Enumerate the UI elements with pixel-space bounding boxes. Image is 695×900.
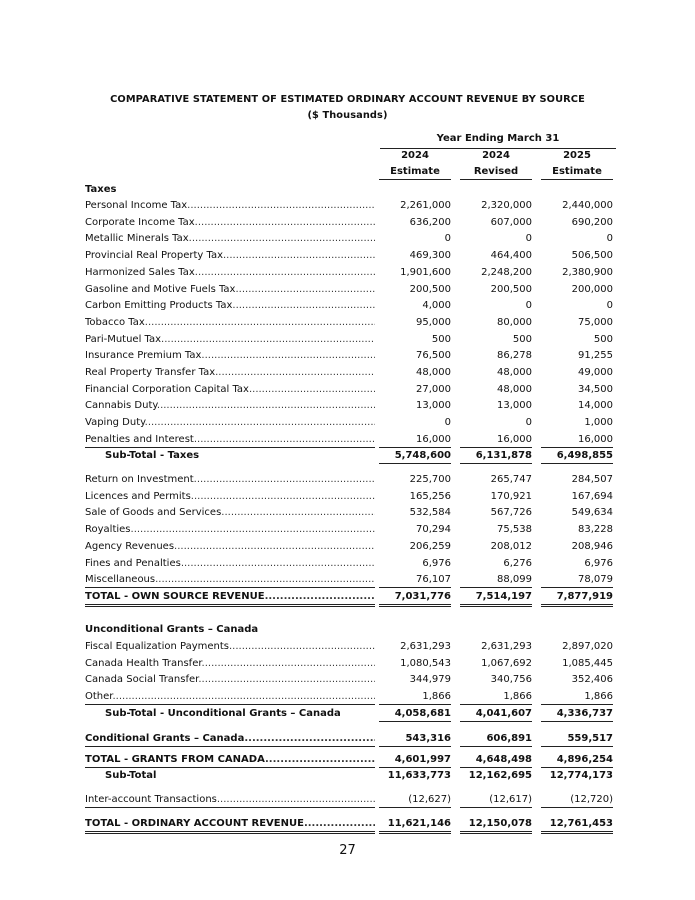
row-label: Metallic Minerals Tax ..... (85, 231, 375, 246)
col2-year: 2024 (482, 150, 510, 161)
cell-col3: 4,336,737 (541, 706, 613, 722)
table-row (85, 282, 616, 297)
cell-col1: 0 (444, 417, 451, 429)
row-label: Sale of Goods and Services ..... (85, 505, 375, 520)
table-row (85, 198, 616, 213)
cell-col1: 4,601,997 (379, 752, 451, 768)
cell-col2: 48,000 (497, 383, 532, 395)
subtotal-row (85, 706, 616, 721)
row-label: Vaping Duty ..... (85, 415, 375, 430)
row-label: Personal Income Tax ..... (85, 198, 375, 213)
cell-col3: 352,406 (571, 674, 613, 686)
cell-col3: 1,085,445 (562, 657, 613, 669)
col3-rule (541, 179, 613, 180)
col1-type: Estimate (390, 166, 440, 177)
cell-col2: 88,099 (460, 572, 532, 588)
cell-col1: 344,979 (409, 674, 451, 686)
cell-col2: 6,276 (503, 557, 532, 569)
row-label: Harmonized Sales Tax ..... (85, 265, 375, 280)
table-row (85, 415, 616, 430)
table-row (85, 248, 616, 263)
table-row (85, 472, 616, 487)
row-label: Financial Corporation Capital Tax ..... (85, 382, 375, 397)
cell-col1: 200,500 (409, 283, 451, 295)
cell-col2: 607,000 (490, 216, 532, 228)
cell-col2: 2,248,200 (481, 266, 532, 278)
cell-col2: 567,726 (490, 507, 532, 519)
col3-year: 2025 (563, 150, 591, 161)
col1-rule (379, 179, 451, 180)
table-row (85, 432, 616, 447)
table-row (85, 215, 616, 230)
cell-col2: 48,000 (497, 367, 532, 378)
cell-col3: 506,500 (571, 250, 613, 262)
cell-col2: 606,891 (460, 731, 532, 747)
cell-col1: 500 (431, 333, 451, 345)
cell-col1: 6,976 (422, 557, 451, 569)
cell-col2: 208,012 (490, 540, 532, 552)
row-label: Conditional Grants – Canada ..... (85, 731, 375, 747)
header-rule (380, 148, 616, 149)
section-heading-taxes (85, 182, 616, 197)
cell-col1: 4,000 (422, 300, 451, 312)
table-row (85, 505, 616, 520)
row-label: Canada Social Transfer ..... (85, 672, 375, 687)
cell-col1: 1,866 (379, 689, 451, 705)
cell-col1: 165,256 (409, 490, 451, 502)
year-ending-header: Year Ending March 31 (436, 133, 560, 144)
cell-col3: 6,498,855 (541, 448, 613, 464)
row-label: Fiscal Equalization Payments ..... (85, 639, 375, 654)
table-row (85, 689, 616, 704)
cell-col2: 0 (525, 417, 532, 429)
cell-col1: 469,300 (409, 250, 451, 262)
table-row (85, 572, 616, 587)
cell-col1: 5,748,600 (379, 448, 451, 464)
cell-col1: 76,500 (416, 350, 451, 362)
cell-col2: 0 (525, 300, 532, 312)
cell-col2: 7,514,197 (460, 589, 532, 607)
cell-col3: 559,517 (541, 731, 613, 747)
cell-col3: 2,380,900 (562, 266, 613, 278)
table-row (85, 315, 616, 330)
cell-col1: 11,621,146 (379, 816, 451, 834)
document-title: COMPARATIVE STATEMENT OF ESTIMATED ORDINARY ACCOUNT REVENUE BY SOURCE (110, 94, 585, 105)
row-label: TOTAL - GRANTS FROM CANADA ..... (85, 752, 375, 768)
cell-col3: 208,946 (571, 540, 613, 552)
cell-col3: 690,200 (571, 216, 613, 228)
table-row (85, 539, 616, 554)
cell-col2: 500 (512, 333, 532, 345)
cell-col3: (12,720) (541, 792, 613, 808)
cell-col2: 4,648,498 (460, 752, 532, 768)
row-label: Provincial Real Property Tax ..... (85, 248, 375, 263)
cell-col3: 75,000 (578, 316, 613, 328)
cell-col1: 636,200 (409, 216, 451, 228)
cell-col1: 95,000 (416, 316, 451, 328)
row-label: Pari-Mutuel Tax ..... (85, 332, 375, 347)
table-row (85, 332, 616, 347)
page-number: 27 (339, 843, 356, 858)
cell-col2: 340,756 (490, 674, 532, 686)
cell-col3: 83,228 (578, 524, 613, 536)
cell-col1: 11,633,773 (387, 770, 451, 781)
row-label: Insurance Premium Tax ..... (85, 348, 375, 363)
row-label: TOTAL - OWN SOURCE REVENUE ..... (85, 589, 375, 607)
cell-col1: 532,584 (409, 507, 451, 519)
row-label: Return on Investment ..... (85, 472, 375, 487)
cell-col2: 200,500 (490, 283, 532, 295)
row-label: Royalties ..... (85, 522, 375, 537)
cell-col1: 1,080,543 (400, 657, 451, 669)
table-row (85, 556, 616, 571)
cell-col1: 0 (444, 233, 451, 245)
cell-col2: 12,150,078 (460, 816, 532, 834)
cell-col2: 12,162,695 (468, 770, 532, 781)
cell-col1: 27,000 (416, 383, 451, 395)
col2-type: Revised (473, 166, 519, 177)
row-label: Agency Revenues ..... (85, 539, 375, 554)
cell-col1: 7,031,776 (379, 589, 451, 607)
row-label: Sub-Total - Unconditional Grants – Canada (105, 708, 341, 719)
total-row (85, 752, 616, 767)
cell-col3: 14,000 (578, 400, 613, 412)
table-row (85, 398, 616, 413)
table-row (85, 265, 616, 280)
row-label: Real Property Transfer Tax ..... (85, 365, 375, 380)
cell-col3: 6,976 (584, 557, 613, 569)
row-label: Carbon Emitting Products Tax ..... (85, 298, 375, 313)
total-row (85, 589, 616, 604)
cell-col1: (12,627) (379, 792, 451, 808)
row-label: Canada Health Transfer ..... (85, 656, 375, 671)
cell-col2: 265,747 (490, 474, 532, 485)
cell-col2: 2,631,293 (481, 641, 532, 652)
cell-col3: 4,896,254 (541, 752, 613, 768)
row-label: Fines and Penalties ..... (85, 556, 375, 571)
cell-col2: 170,921 (490, 490, 532, 502)
cell-col3: 1,866 (541, 689, 613, 705)
table-row (85, 792, 616, 807)
subtotal-row (85, 448, 616, 463)
row-label: Tobacco Tax ..... (85, 315, 375, 330)
cell-col3: 91,255 (578, 350, 613, 362)
cell-col3: 167,694 (571, 490, 613, 502)
cell-col3: 34,500 (578, 383, 613, 395)
cell-col1: 1,901,600 (400, 266, 451, 278)
cell-col3: 1,000 (584, 417, 613, 429)
grand-total-row (85, 816, 616, 831)
table-row (85, 522, 616, 537)
table-row (85, 672, 616, 687)
cell-col3: 2,440,000 (562, 200, 613, 211)
col1-year: 2024 (401, 150, 429, 161)
cell-col3: 7,877,919 (541, 589, 613, 607)
cell-col1: 70,294 (416, 524, 451, 536)
cell-col3: 78,079 (541, 572, 613, 588)
row-label: Miscellaneous ..... (85, 572, 375, 588)
cell-col3: 49,000 (578, 367, 613, 378)
table-row (85, 365, 616, 380)
col2-rule (460, 179, 532, 180)
row-label: TOTAL - ORDINARY ACCOUNT REVENUE ..... (85, 816, 375, 834)
cell-col2: (12,617) (460, 792, 532, 808)
cell-col1: 225,700 (409, 474, 451, 485)
cell-col3: 2,897,020 (562, 641, 613, 652)
cell-col3: 284,507 (571, 474, 613, 485)
cell-col3: 0 (606, 300, 613, 312)
subtotal-row (85, 768, 616, 783)
cell-col2: 80,000 (497, 316, 532, 328)
cell-col1: 2,261,000 (400, 200, 451, 211)
section-heading-unconditional (85, 622, 616, 637)
cell-col1: 13,000 (416, 400, 451, 412)
cell-col1: 48,000 (416, 367, 451, 378)
row-label: Corporate Income Tax ..... (85, 215, 375, 230)
cell-col3: 12,761,453 (541, 816, 613, 834)
row-label: Licences and Permits ..... (85, 489, 375, 504)
section-heading-label: Taxes (85, 184, 117, 195)
row-label: Cannabis Duty ..... (85, 398, 375, 413)
table-row (85, 639, 616, 654)
row-label: Other ..... (85, 689, 375, 705)
cell-col2: 1,866 (460, 689, 532, 705)
cell-col2: 1,067,692 (481, 657, 532, 669)
cell-col1: 543,316 (379, 731, 451, 747)
document-subtitle: ($ Thousands) (307, 110, 388, 121)
row-label: Gasoline and Motive Fuels Tax ..... (85, 282, 375, 297)
cell-col3: 12,774,173 (549, 770, 613, 781)
row-label: Penalties and Interest ..... (85, 432, 375, 448)
cell-col3: 500 (593, 333, 613, 345)
cell-col3: 0 (606, 233, 613, 245)
cell-col2: 4,041,607 (460, 706, 532, 722)
cell-col2: 0 (525, 233, 532, 245)
cell-col2: 6,131,878 (460, 448, 532, 464)
cell-col3: 549,634 (571, 507, 613, 519)
cell-col1: 206,259 (409, 540, 451, 552)
row-label: Inter-account Transactions ..... (85, 792, 375, 808)
conditional-row (85, 731, 616, 746)
cell-col2: 464,400 (490, 250, 532, 262)
cell-col1: 16,000 (379, 432, 451, 448)
table-row (85, 348, 616, 363)
table-row (85, 656, 616, 671)
table-row (85, 489, 616, 504)
cell-col2: 86,278 (497, 350, 532, 362)
row-label: Sub-Total - Taxes (105, 450, 200, 461)
table-row (85, 382, 616, 397)
cell-col1: 4,058,681 (379, 706, 451, 722)
cell-col2: 16,000 (460, 432, 532, 448)
cell-col2: 2,320,000 (481, 200, 532, 211)
section-heading-label: Unconditional Grants – Canada (85, 624, 259, 635)
table-row (85, 298, 616, 313)
col3-type: Estimate (552, 166, 602, 177)
table-row (85, 231, 616, 246)
cell-col1: 2,631,293 (400, 641, 451, 652)
cell-col2: 75,538 (497, 524, 532, 536)
row-label: Sub-Total (105, 770, 157, 781)
cell-col3: 200,000 (571, 283, 613, 295)
cell-col3: 16,000 (541, 432, 613, 448)
cell-col1: 76,107 (379, 572, 451, 588)
cell-col2: 13,000 (497, 400, 532, 412)
